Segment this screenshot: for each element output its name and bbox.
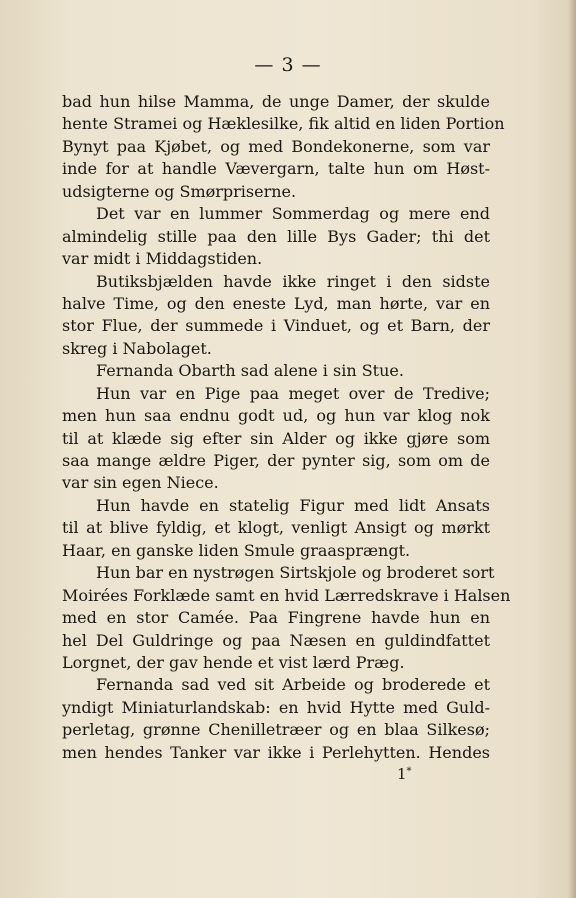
- text-line: men hendes Tanker var ikke i Perlehytten. Hendes: [62, 742, 490, 762]
- text-line: Det var en lummer Sommerdag og mere end: [96, 204, 490, 224]
- text-line: inde for at handle Vævergarn, talte hun om Høst-: [62, 159, 490, 179]
- text-line: Lorgnet, der gav hende et vist lærd Præg.: [62, 652, 405, 672]
- page-number: — 3 —: [254, 54, 322, 76]
- body-text: [62, 91, 511, 764]
- text-line: yndigt Miniaturlandskab: en hvid Hytte med Guld-: [62, 697, 490, 717]
- text-line: hel Del Guldringe og paa Næsen en guldindfattet: [62, 630, 490, 650]
- text-line: var sin egen Niece.: [62, 473, 219, 493]
- text-line: udsigterne og Smørpriserne.: [62, 181, 297, 201]
- text-line: men hun saa endnu godt ud, og hun var klog nok: [62, 406, 490, 426]
- text-line: med en stor Camée. Paa Fingrene havde hun en: [62, 608, 490, 628]
- text-line: Haar, en ganske liden Smule graasprængt.: [62, 540, 411, 560]
- text-line: saa mange ældre Piger, der pynter sig, som om de: [62, 451, 490, 470]
- text-line: til at klæde sig efter sin Alder og ikke gjøre som: [62, 428, 490, 448]
- text-line: perletag, grønne Chenilletræer og en blaa Silkesø;: [62, 720, 490, 740]
- text-line: til at blive fyldig, et klogt, venligt Ansigt og mørkt: [62, 518, 490, 538]
- text-line: hente Stramei og Hæklesilke, fik altid en liden Portion: [62, 114, 505, 134]
- text-line: Fernanda sad ved sit Arbeide og broderede et: [96, 675, 490, 695]
- text-line: Bynyt paa Kjøbet, og med Bondekonerne, som var: [62, 136, 490, 156]
- text-line: Fernanda Obarth sad alene i sin Stue.: [96, 361, 404, 381]
- text-line: Hun var en Pige paa meget over de Tredive;: [96, 383, 490, 403]
- text-line: Butiksbjælden havde ikke ringet i den sidste: [96, 271, 490, 291]
- text-line: skreg i Nabolaget.: [62, 338, 212, 358]
- signature-mark: [397, 765, 412, 783]
- text-line: stor Flue, der summede i Vinduet, og et Barn, der: [62, 316, 490, 336]
- signature-number: 1: [397, 765, 407, 783]
- text-line: almindelig stille paa den lille Bys Gader; thi det: [62, 226, 490, 246]
- text-line: bad hun hilse Mamma, de unge Damer, der skulde: [62, 92, 490, 111]
- text-line: Moirées Forklæde samt en hvid Lærredskrave i Halsen: [62, 585, 511, 605]
- text-line: Hun bar en nystrøgen Sirtskjole og broderet sort: [96, 563, 495, 583]
- signature-star: *: [406, 766, 412, 777]
- text-line: var midt i Middagstiden.: [62, 249, 263, 269]
- text-line: halve Time, og den eneste Lyd, man hørte, var en: [62, 293, 490, 313]
- page-edge-shadow: [568, 0, 576, 898]
- text-line: Hun havde en statelig Figur med lidt Ansats: [96, 495, 490, 515]
